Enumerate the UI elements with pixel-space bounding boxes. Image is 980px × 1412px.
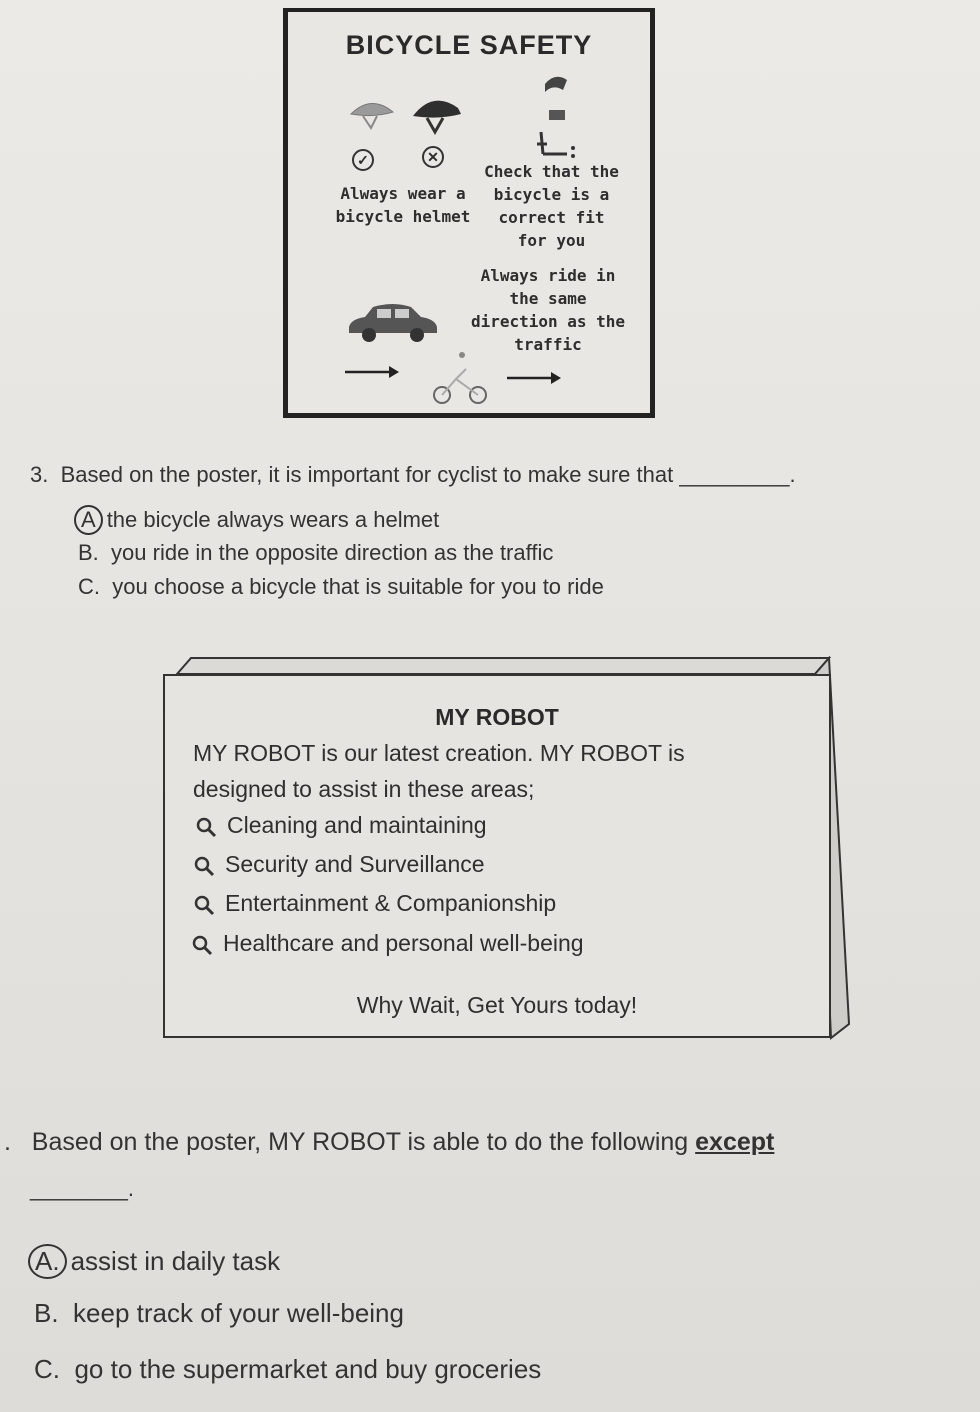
- arrow-right-icon: [505, 370, 565, 386]
- question-number: 3.: [30, 462, 49, 487]
- magnifier-icon: [195, 816, 217, 838]
- intro-line-1: MY ROBOT is our latest creation. MY ROBOT is: [193, 740, 685, 766]
- option-letter: B.: [34, 1298, 59, 1328]
- feature-label: Entertainment & Companionship: [225, 890, 557, 916]
- option-text: keep track of your well-being: [73, 1298, 404, 1328]
- option-letter: B.: [78, 540, 99, 565]
- option-b[interactable]: [34, 1298, 404, 1329]
- helmet-correct-icon: [413, 101, 461, 132]
- option-c[interactable]: [34, 1354, 541, 1385]
- traffic-tip: Always ride in the same direction as the traffic: [470, 266, 626, 354]
- option-text: you ride in the opposite direction as the traffic: [111, 540, 554, 565]
- feature-label: Security and Surveillance: [225, 851, 485, 877]
- emphasis-word: except: [695, 1128, 775, 1156]
- option-text: go to the supermarket and buy groceries: [74, 1354, 542, 1384]
- magnifier-icon: [193, 855, 215, 877]
- magnifier-icon: [191, 934, 213, 956]
- arrow-right-icon: [343, 364, 403, 380]
- option-letter: C.: [78, 574, 100, 599]
- check-icon: ✓: [352, 149, 374, 171]
- option-b[interactable]: [78, 540, 553, 566]
- car-icon: [343, 297, 443, 347]
- feature-item: [193, 851, 485, 878]
- feature-item: [191, 930, 584, 957]
- poster-title: MY ROBOT: [435, 704, 559, 730]
- my-robot-poster: [163, 656, 853, 1044]
- helmet-wrong-icon: [351, 103, 393, 128]
- option-c[interactable]: [78, 574, 604, 600]
- option-text: the bicycle always wears a helmet: [106, 507, 440, 532]
- question-text: Based on the poster, MY ROBOT is able to do the following: [31, 1128, 689, 1156]
- option-a[interactable]: [74, 505, 439, 535]
- bicycle-icon: [426, 347, 496, 407]
- option-letter: A: [74, 505, 103, 535]
- option-letter: A.: [28, 1244, 67, 1279]
- answer-blank: _________.: [679, 462, 796, 487]
- fit-tip: Check that the bicycle is a correct fit for you: [484, 162, 619, 250]
- question-4: [4, 1128, 774, 1157]
- feature-item: [193, 890, 556, 917]
- cross-icon: ✕: [422, 146, 444, 168]
- answer-blank: ________.: [30, 1176, 134, 1201]
- intro-line-2: designed to assist in these areas;: [193, 776, 535, 802]
- poster-tagline: Why Wait, Get Yours today!: [356, 992, 638, 1018]
- feature-label: Cleaning and maintaining: [227, 812, 487, 838]
- helmet-illustration: [343, 92, 473, 142]
- option-text: you choose a bicycle that is suitable for you to ride: [112, 574, 604, 599]
- feature-item: [195, 812, 487, 839]
- option-letter: C.: [34, 1354, 60, 1384]
- option-a[interactable]: [28, 1244, 280, 1279]
- feature-label: Healthcare and personal well-being: [223, 930, 584, 956]
- poster-title: BICYCLE SAFETY: [345, 30, 593, 60]
- poster-body: [163, 674, 831, 1038]
- question-number: .: [4, 1128, 11, 1156]
- question-text: Based on the poster, it is important for cyclist to make sure that: [60, 462, 674, 487]
- cyclist-icon: [523, 70, 593, 160]
- bicycle-safety-poster: [283, 8, 655, 418]
- magnifier-icon: [193, 894, 215, 916]
- option-text: assist in daily task: [70, 1246, 281, 1276]
- helmet-tip: Always wear a bicycle helmet: [335, 184, 471, 226]
- question-3: [30, 462, 796, 488]
